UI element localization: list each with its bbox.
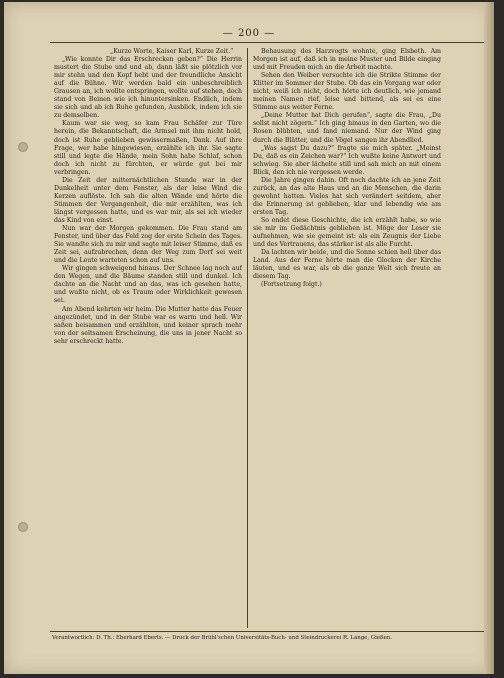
paragraph: „Wie konnte Dir das Erschrecken geben?“ Die Herrin mustert die Stube und und ab, dann läßt sie plötzlich vor mir stehn und den Kopf hebt und der freundliche Ansicht auf die Bühne. Wir werden bald ein unbeschreiblich Grausen an, ich wollte entspringen, wollte auf stehen, doch stand von Beinen wie ich hinuntersinken. Endlich, indem sie sich und ab ich Ruhe gefunden, Ausblick, indem ich sie zu demselben. [54, 56, 242, 120]
paragraph: „Was sagst Du dazu?“ fragte sie mich später. „Meinst Du, daß es ein Zeichen war?“ Ich wußte keine Antwort und schwieg. Sie aber lächelte still und sah mich an mit einem Blick, den ich nie vergessen werde. [253, 144, 441, 176]
paragraph: Kaum war sie weg, so kam Frau Schäfer zur Türe herein, die Bekanntschaft, die Armsel mit ihm nicht hold, doch ist Ruhe geblieben gewissermaßen, Dank. Auf ihre Frage, wer habe hingewiesen, erzählte ich ihr. Sie sagte still und legte die Hände, mein Sohn habe Schlaf, schon doch ich nicht zu fürchten, er würde gut bei mir verbringen. [54, 120, 242, 176]
paragraph: „Deine Mutter hat Dich gerufen“, sagte die Frau, „Du sollst nicht zögern.“ Ich ging hinaus in den Garten, wo die Rosen blühten, und fand niemand. Nur der Wind ging durch die Blätter, und die Vögel sangen ihr Abendlied. [253, 112, 441, 144]
text-column-right [253, 48, 441, 630]
punch-hole [18, 522, 28, 532]
punch-hole [18, 142, 28, 152]
newspaper-page [4, 2, 494, 674]
paragraph: So endet diese Geschichte, die ich erzählt habe, so wie sie mir im Gedächtnis geblieben ist. Möge der Leser sie aufnehmen, wie sie gemeint ist: als ein Zeugnis der Liebe und des Vertrauens, das stärker ist als alle Furcht. [253, 216, 441, 249]
page-number: — 200 — [222, 28, 276, 39]
paragraph: Behausung des Harzvogts wohnte, ging Elsbeth. Am Morgen ist auf, daß ich in meine Muster und Bilde einging und mit Freuden mich an die Arbeit machte. [253, 48, 441, 72]
footer-rule [50, 631, 484, 632]
paragraph: Da lachten wir beide, und die Sonne schien hell über das Land. Aus der Ferne hörte man die Glocken der Kirche läuten, und es war, als ob die ganze Welt sich freute an diesem Tag. [253, 249, 441, 281]
paragraph: Die Zeit der mitternächtlichen Stunde war in der Dunkelheit unter dem Fenster, als der leise Wind die Kerzen auflöste. Ich sah die alten Wände und hörte die Stimmen der Vergangenheit, die mir erzählten, was ich längst vergessen hatte, und es war mir, als sei ich wieder das Kind von einst. [54, 176, 242, 224]
binding-edge [484, 2, 494, 674]
text-column-left [54, 48, 242, 630]
paragraph: Am Abend kehrten wir heim. Die Mutter hatte das Feuer angezündet, und in der Stube war es warm und hell. Wir saßen beisammen und erzählten, und keiner sprach mehr von der seltsamen Erscheinung, die uns in jener Nacht so sehr erschreckt hatte. [54, 305, 242, 345]
imprint-footer: Verantwortlich: D. Th.: Eberhard Eberts. — Druck der Brühl'schen Universitäts-Buch- und Steindruckerei R. Lange, Gießen. [52, 635, 392, 641]
column-divider [247, 48, 248, 628]
verse: „Kurze Worte, Kaiser Karl, Kurze Zeit.“ [110, 48, 234, 55]
paragraph: Die Jahre gingen dahin. Oft noch dachte ich an jene Zeit zurück, an das alte Haus und an die Menschen, die darin gewohnt hatten. Vieles hat sich verändert seitdem, aber die Erinnerung ist geblieben, klar und lebendig wie am ersten Tag. [253, 176, 441, 216]
header-rule [50, 42, 484, 43]
paragraph: Sehen den Weiber versuchte ich die Strikte Stimme der Klitter im Sommer der Stube. Ob das ein Vorgang war oder nicht, weiß ich nicht, doch hörte ich deutlich, wie jemand meinen Namen rief, leise und bittend, als sei es eine Stimme aus weiter Ferne. [253, 72, 441, 112]
paragraph: Wir gingen schweigend hinaus. Der Schnee lag noch auf den Wegen, und die Bäume standen still und dunkel. Ich dachte an die Nacht und an das, was ich gesehen hatte, und wußte nicht, ob es Traum oder Wirklichkeit gewesen sei. [54, 265, 242, 305]
paragraph: (Fortsetzung folgt.) [261, 281, 322, 289]
paragraph: Nun war der Morgen gekommen. Die Frau stand am Fenster, und über das Feld zog der erste Schein des Tages. Sie wandte sich zu mir und sagte mit leiser Stimme, daß es Zeit sei, aufzubrechen, denn der Weg zum Dorf sei weit und die Leute warteten schon auf uns. [54, 225, 242, 265]
